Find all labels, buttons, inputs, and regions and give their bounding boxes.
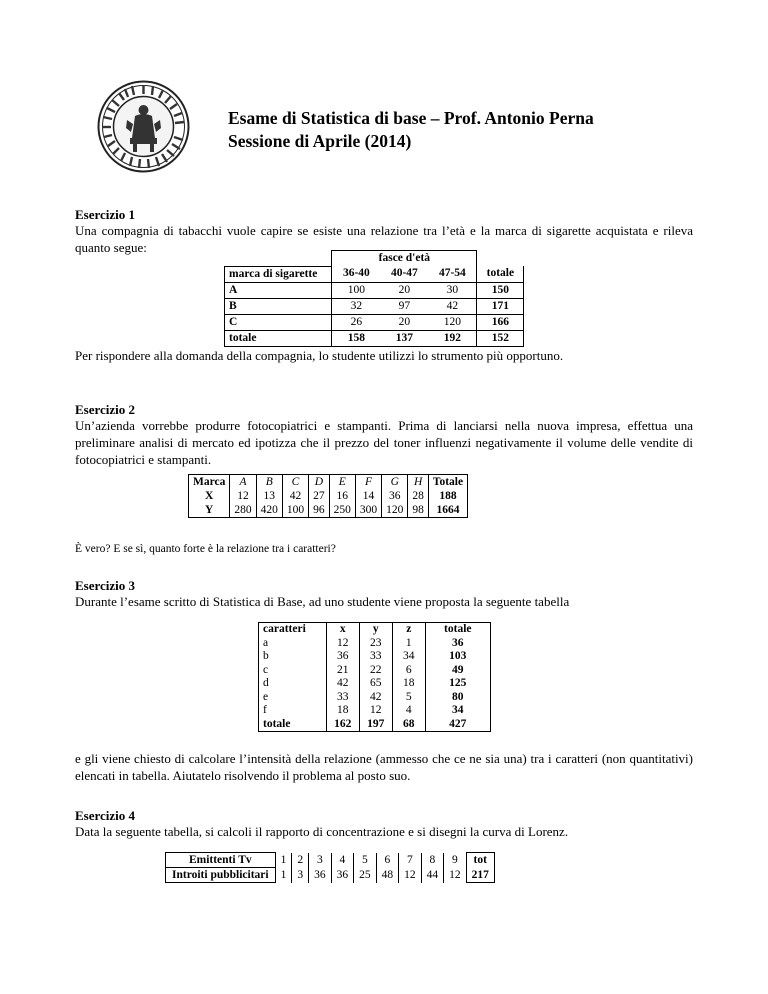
ex1-row-label: B [225,298,332,314]
ex3-row-label: d [259,677,327,691]
ex3-row-label: totale [259,718,327,732]
ex1-row-label: totale [225,330,332,346]
ex4-row2-cell: Introiti pubblicitari [166,868,276,883]
ex1-cell: 158 [332,330,381,346]
ex3-cell: 5 [392,691,425,705]
ex2-table [188,474,468,518]
ex2-header-cell: Totale [428,475,467,490]
ex4-row1-cell: tot [466,853,494,868]
ex1-after: Per rispondere alla domanda della compagnia, lo studente utilizzi lo strumento più opportuno. [75,348,564,363]
ex2-row-y-cell: 280 [230,503,256,518]
exam-title-line2: Sessione di Aprile (2014) [228,131,412,151]
ex3-header-cell: z [392,623,425,637]
ex3-row-label: f [259,704,327,718]
ex4-row1-cell: 4 [331,853,354,868]
ex2-text: Un’azienda vorrebbe produrre fotocopiatrici e stampanti. Prima di lanciarsi nella nuova impresa, effettua una preliminare analisi di mercato ed ipotizza che il prezzo del toner influenzi negativamente il volume delle vendite di fotocopiatrici e stampanti. [75,418,693,467]
ex3-cell: 12 [326,637,359,651]
ex1-col-header: totale [477,266,524,282]
ex1-row-header: marca di sigarette [225,266,332,282]
ex3-cell: 49 [452,663,464,676]
ex1-cell: 166 [477,314,524,330]
ex1-col-header: 36-40 [332,266,381,282]
ex2-title: Esercizio 2 [75,402,136,417]
ex1-title: Esercizio 1 [75,207,136,222]
ex2-question: È vero? E se sì, quanto forte è la relazione tra i caratteri? [75,543,336,555]
ex2-row-x-cell: 13 [256,489,282,503]
ex1-cell: 30 [428,282,477,298]
ex2-header-cell: A [230,475,256,490]
ex3-cell: 34 [452,704,464,716]
ex4-row2-cell: 25 [354,868,377,883]
ex3-row-label: b [259,650,327,664]
ex3-cell: 34 [392,650,425,664]
ex3-cell: 1 [392,637,425,651]
ex3-cell: 4 [392,704,425,718]
ex2-row-y-cell: Y [189,503,230,518]
ex2-row-x-cell: 42 [282,489,308,503]
ex4-text: Data la seguente tabella, si calcoli il rapporto di concentrazione e si disegni la curva di Lorenz. [75,824,569,839]
ex3-cell: 125 [449,677,467,689]
ex4-row2-cell: 12 [444,868,467,883]
ex4-row2-cell: 1 [275,868,292,883]
ex3-cell: 6 [392,664,425,678]
ex4-row2-cell: 217 [466,868,494,883]
ex1-cell: 137 [395,331,413,344]
ex3-header-cell: caratteri [259,623,327,637]
exam-title [228,107,594,153]
exam-title-line1: Esame di Statistica di base – Prof. Antonio Perna [228,108,594,128]
ex1-col-header: 47-54 [428,266,477,282]
ex3-cell: 36 [452,636,464,649]
ex1-cell: 192 [428,330,477,346]
ex3-header-cell: x [326,623,359,637]
ex3-cell: 23 [359,637,392,651]
ex4-row1-cell: 3 [309,853,332,868]
ex2-row-y-cell: 250 [329,503,355,518]
ex2-row-y-cell: 300 [355,503,381,518]
ex2-row-x-cell: 28 [408,489,429,503]
ex1-col-header: 40-47 [390,267,418,280]
ex1-group-header: fasce d'età [332,251,477,267]
ex4-row1-cell: 9 [444,853,467,868]
ex3-cell: 36 [326,650,359,664]
ex3-cell: 18 [326,704,359,718]
ex2-header-cell: F [355,475,381,490]
ex4-row2-cell: 44 [421,868,444,883]
ex2-header-cell: C [282,475,308,490]
ex3-cell: 33 [359,650,392,664]
ex3-text: Durante l’esame scritto di Statistica di Base, ad uno studente viene proposta la seguente tabella [75,594,570,609]
ex3-cell: 197 [359,718,392,732]
ex3-cell: 427 [449,717,467,730]
university-seal-logo [97,80,190,173]
ex3-header-cell: y [359,623,392,637]
ex1-cell: 20 [398,315,411,328]
ex1-cell: 152 [477,330,524,346]
ex3-cell: 12 [359,704,392,718]
ex3-cell: 42 [359,691,392,705]
ex2-row-x-cell: 14 [355,489,381,503]
ex4-row2-cell: 36 [331,868,354,883]
ex3-cell: 18 [392,677,425,691]
ex2-header-cell: G [382,475,408,490]
ex3-cell: 68 [392,718,425,732]
ex2-row-y-cell: 120 [382,503,408,518]
ex3-cell: 80 [452,690,464,703]
ex2-row-x-cell: 12 [230,489,256,503]
ex3-cell: 21 [326,664,359,678]
ex2-row-y-cell: 96 [309,503,330,518]
ex3-header-cell: totale [444,623,472,635]
ex4-row1-cell: 6 [376,853,399,868]
ex3-cell: 103 [449,650,467,662]
ex2-row-y-cell: 420 [256,503,282,518]
ex3-cell: 162 [326,718,359,732]
ex4-row1-cell: 2 [292,853,309,868]
ex2-row-x-cell: 16 [329,489,355,503]
ex2-row-x-cell: 27 [309,489,330,503]
ex1-cell: 20 [398,283,411,296]
ex2-row-x-cell: 36 [382,489,408,503]
ex1-cell: 120 [428,314,477,330]
ex3-cell: 65 [359,677,392,691]
ex1-cell: 150 [477,282,524,298]
ex1-cell: 97 [398,299,411,312]
ex2-header-cell: D [309,475,330,490]
ex4-row2-cell: 12 [399,868,422,883]
ex3-table [258,622,491,732]
ex2-header-cell: Marca [189,475,230,490]
ex1-cell: 171 [477,298,524,314]
ex2-row-y-cell: 1664 [428,503,467,518]
ex3-title: Esercizio 3 [75,578,136,593]
ex2-row-y-cell: 98 [408,503,429,518]
ex1-row-label: A [225,282,332,298]
ex4-row2-cell: 48 [376,868,399,883]
ex1-text: Una compagnia di tabacchi vuole capire se esiste una relazione tra l’età e la marca di sigarette acquistata e rileva quanto segue: [75,223,693,255]
ex4-row1-cell: 8 [421,853,444,868]
ex2-row-y-cell: 100 [282,503,308,518]
ex4-row1-cell: 1 [275,853,292,868]
ex1-cell: 42 [428,298,477,314]
ex4-row2-cell: 3 [292,868,309,883]
ex1-cell: 32 [332,298,381,314]
ex3-after: e gli viene chiesto di calcolare l’intensità della relazione (ammesso che ce ne sia una) tra i caratteri (non quantitativi) elencati in tabella. Aiutatelo risolvendo il problema al posto suo. [75,751,693,783]
ex2-header-cell: E [329,475,355,490]
ex4-row1-cell: Emittenti Tv [166,853,276,868]
ex2-row-x-cell: X [189,489,230,503]
ex3-row-label: a [259,637,327,651]
ex4-row2-cell: 36 [309,868,332,883]
ex4-table [165,852,495,883]
ex2-row-x-cell: 188 [428,489,467,503]
ex1-cell: 26 [332,314,381,330]
ex3-row-label: c [259,664,327,678]
ex1-cell: 100 [332,282,381,298]
ex3-cell: 22 [359,664,392,678]
ex2-header-cell: B [256,475,282,490]
ex4-row1-cell: 7 [399,853,422,868]
ex3-cell: 42 [326,677,359,691]
ex3-cell: 33 [326,691,359,705]
ex4-title: Esercizio 4 [75,808,136,823]
ex1-row-label: C [225,314,332,330]
ex2-header-cell: H [408,475,429,490]
ex4-row1-cell: 5 [354,853,377,868]
ex3-row-label: e [259,691,327,705]
ex1-table [224,250,524,347]
